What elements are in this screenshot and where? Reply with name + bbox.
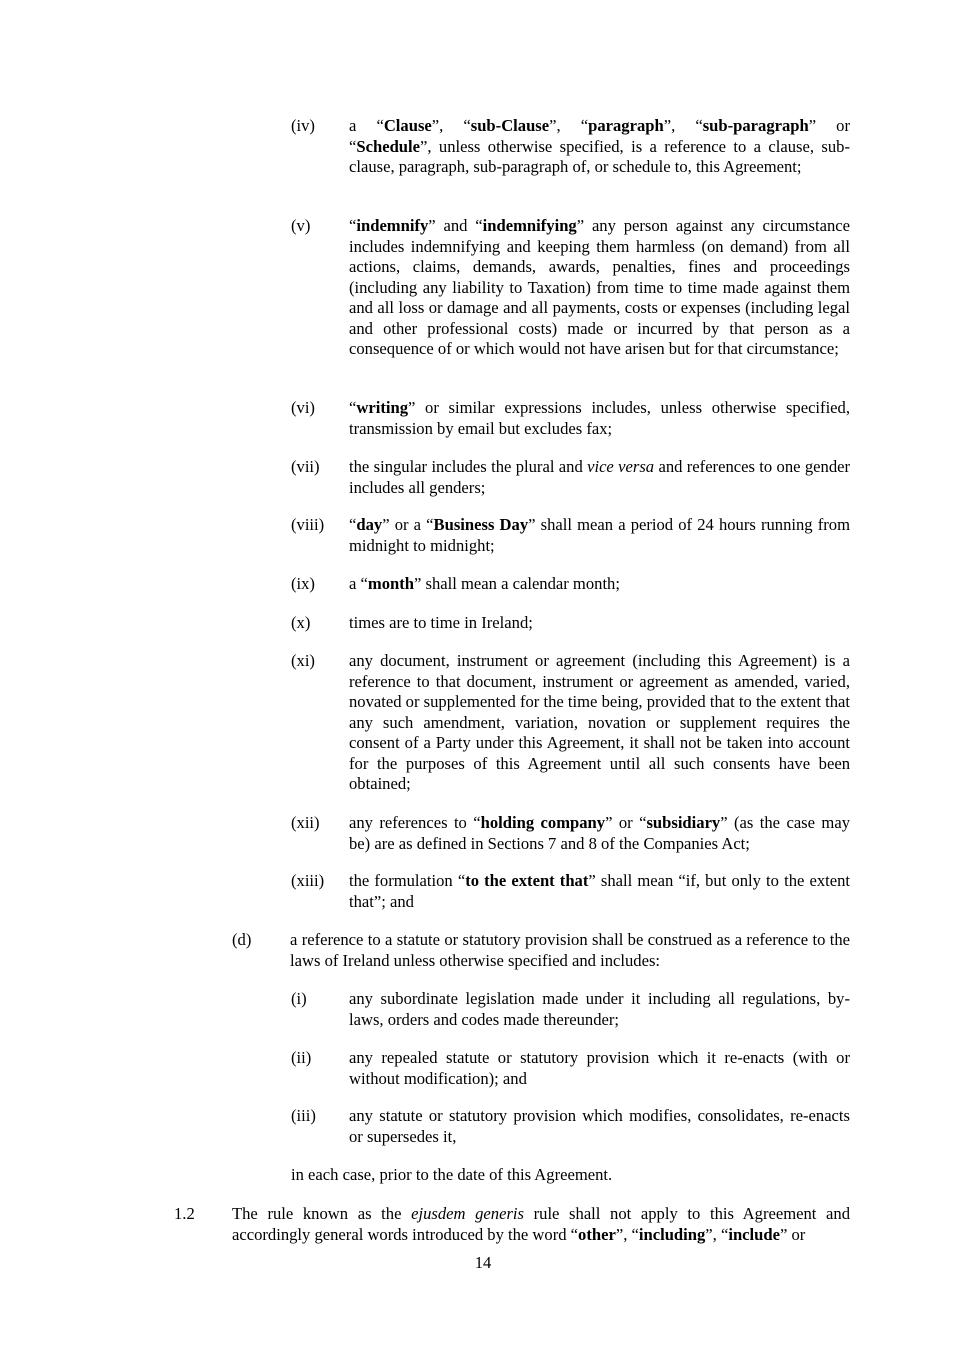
item-text: “day” or a “Business Day” shall mean a period of 24 hours running from midnight to midnight; bbox=[349, 515, 850, 555]
item-number: (iii) bbox=[291, 1106, 316, 1125]
item-text: “indemnify” and “indemnifying” any person against any circumstance includes indemnifying and keeping them harmless (on demand) from all actions, claims, demands, awards, penalties, fines and proceedings (including any liability to Taxation) from time to time made against them and all loss or damage and all payments, costs or expenses (including legal and other professional costs) made or incurred by that person as a consequence of or which would not have arisen but for that circumstance; bbox=[349, 216, 850, 358]
clause-number: 1.2 bbox=[174, 1204, 195, 1223]
item-number: (iv) bbox=[291, 116, 315, 135]
item-text: any statute or statutory provision which modifies, consolidates, re-enacts or supersedes it, bbox=[349, 1106, 850, 1146]
item-text: the singular includes the plural and vice versa and references to one gender includes all genders; bbox=[349, 457, 851, 497]
item-number: (xi) bbox=[291, 651, 315, 670]
item-text: “writing” or similar expressions includes, unless otherwise specified, transmission by email but excludes fax; bbox=[349, 398, 850, 438]
item-number: (x) bbox=[291, 613, 311, 632]
item-number: (v) bbox=[291, 216, 311, 235]
item-text: any references to “holding company” or “subsidiary” (as the case may be) are as defined in Sections 7 and 8 of the Companies Act; bbox=[349, 813, 850, 853]
item-text: any repealed statute or statutory provision which it re-enacts (with or without modification); and bbox=[349, 1048, 850, 1088]
item-text: a “Clause”, “sub-Clause”, “paragraph”, “sub-paragraph” or “Schedule”, unless otherwise specified, is a reference to a clause, sub-clause, paragraph, sub-paragraph of, or schedule to, this Agreement; bbox=[349, 116, 851, 176]
item-number: (xiii) bbox=[291, 871, 325, 890]
item-number: (xii) bbox=[291, 813, 320, 832]
item-number: (vii) bbox=[291, 457, 320, 476]
item-number: (vi) bbox=[291, 398, 315, 417]
item-number: (d) bbox=[232, 930, 252, 949]
item-number: (ix) bbox=[291, 574, 315, 593]
item-text: the formulation “to the extent that” shall mean “if, but only to the extent that”; and bbox=[349, 871, 851, 911]
item-number: (viii) bbox=[291, 515, 325, 534]
item-text: a “month” shall mean a calendar month; bbox=[349, 574, 620, 593]
item-text: any document, instrument or agreement (including this Agreement) is a reference to that document, instrument or agreement as amended, varied, novated or supplemented for the time being, provided that to the extent that any such amendment, variation, novation or supplement requires the consent of a Party under this Agreement, it shall not be taken into account for the purposes of this Agreement until all such consents have been obtained; bbox=[349, 651, 850, 793]
item-text: any subordinate legislation made under it including all regulations, by-laws, orders and codes made thereunder; bbox=[349, 989, 850, 1029]
item-text: times are to time in Ireland; bbox=[349, 613, 533, 632]
item-text: a reference to a statute or statutory provision shall be construed as a reference to the laws of Ireland unless otherwise specified and includes: bbox=[290, 930, 850, 970]
clause-text: The rule known as the ejusdem generis rule shall not apply to this Agreement and accordingly general words introduced by the word “other”, “including”, “include” or bbox=[232, 1204, 850, 1244]
item-number: (i) bbox=[291, 989, 307, 1008]
page-number: 14 bbox=[474, 1253, 492, 1272]
trailing-paragraph: in each case, prior to the date of this Agreement. bbox=[291, 1165, 613, 1184]
item-number: (ii) bbox=[291, 1048, 312, 1067]
